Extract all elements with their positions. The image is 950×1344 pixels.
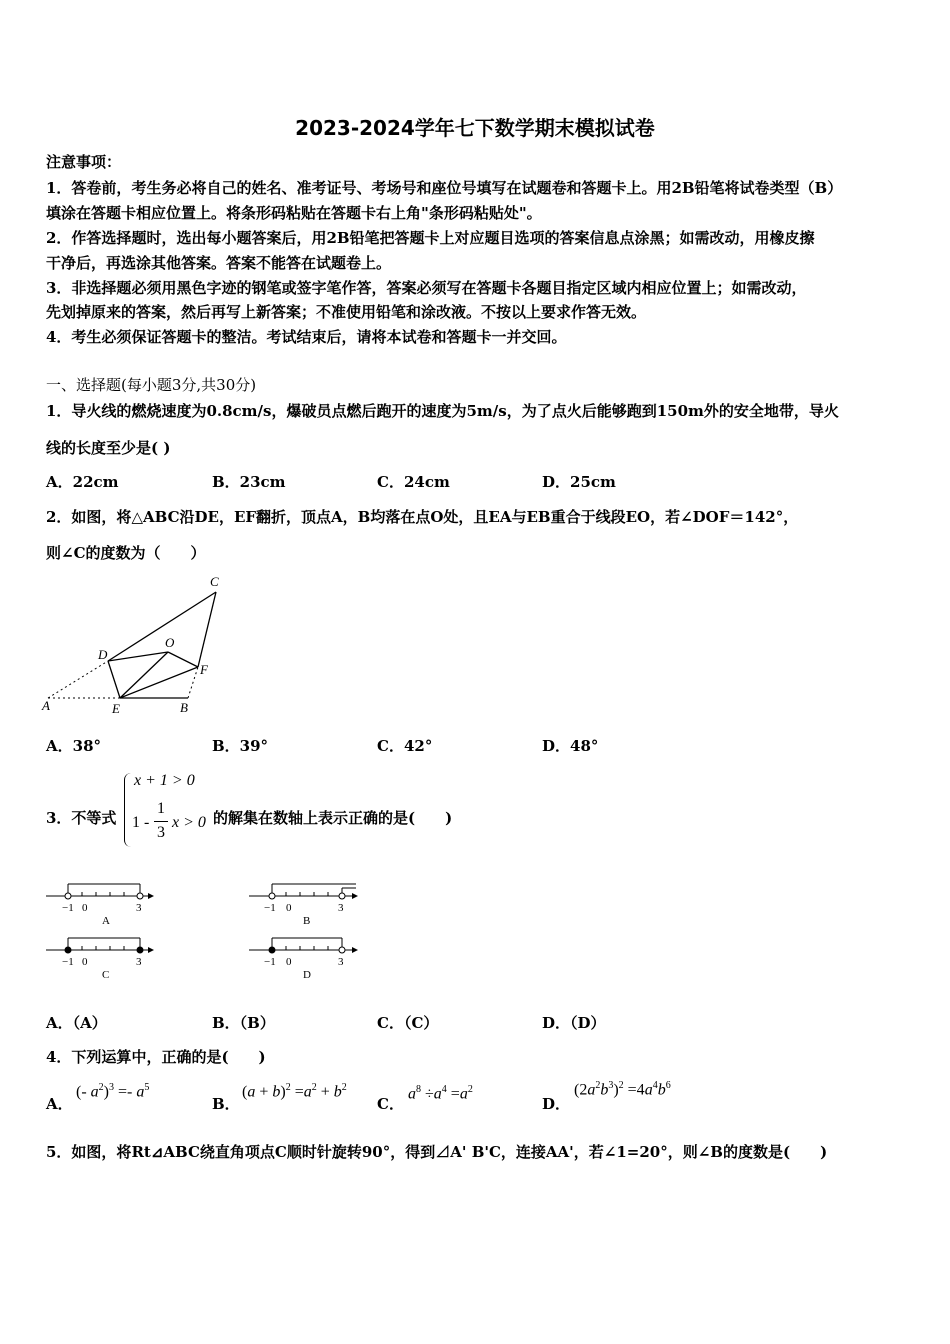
option-b: B．39°: [212, 737, 269, 755]
notice-line: 4．考生必须保证答题卡的整洁。考试结束后，请将本试卷和答题卡一并交回。: [46, 328, 567, 346]
option-a: A．22cm: [46, 473, 119, 491]
tick-label: 3: [338, 956, 344, 968]
number-line-a: [46, 884, 154, 927]
number-line-options: [44, 874, 364, 986]
option-b: B．23cm: [212, 473, 286, 491]
tick-label: 3: [136, 902, 142, 914]
question-2-line: 2．如图，将△ABC沿DE，EF翻折，顶点A，B均落在点O处，且EA与EB重合于线段EO，若∠DOF＝142°，: [46, 508, 799, 526]
question-3-suffix: 的解集在数轴上表示正确的是( ): [213, 809, 453, 827]
point-c-label: C: [210, 574, 219, 589]
point-a-label: A: [42, 698, 50, 713]
tick-label: 0: [82, 956, 88, 968]
question-1-line: 1．导火线的燃烧速度为0.8cm/s，爆破员点燃后跑开的速度为5m/s，为了点火后能够跑到150m外的安全地带，导火: [46, 402, 839, 420]
notice-line: 干净后，再选涂其他答案。答案不能答在试题卷上。: [46, 254, 392, 272]
tick-label: −1: [62, 902, 74, 914]
question-2-line: 则∠C的度数为（ ）: [46, 544, 206, 562]
option-d: D．48°: [542, 737, 599, 755]
inequality-2-left: 1 -: [132, 814, 150, 831]
fraction-denominator: 3: [157, 824, 165, 841]
tick-label: 3: [136, 956, 142, 968]
tick-label: −1: [264, 902, 276, 914]
question-3-prefix: 3．不等式: [46, 809, 117, 827]
question-5-stem: 5．如图，将Rt⊿ABC绕直角项点C顺时针旋转90°，得到⊿A' B'C，连接AA'，若∠1=20°，则∠B的度数是( ): [46, 1143, 828, 1161]
page-title: 2023-2024学年七下数学期末模拟试卷: [295, 116, 655, 140]
fraction-numerator: 1: [157, 800, 165, 817]
point-f-label: F: [200, 662, 208, 677]
inequality-2-right: x > 0: [172, 814, 206, 831]
fraction-bar: [154, 821, 168, 822]
option-d: D．25cm: [542, 473, 616, 491]
option-b-formula: $(a + b)^2 =a^2 + b^2$: [242, 1082, 347, 1101]
option-a-formula: (- $a^2)^3 =- a^5$: [76, 1082, 150, 1101]
number-line-b: [249, 884, 358, 927]
inequality-1: x + 1 > 0: [134, 772, 195, 789]
triangle-fold-figure: [40, 570, 230, 718]
option-b: B．（B）: [212, 1014, 275, 1032]
notice-line: 先划掉原来的答案，然后再写上新答案；不准使用铅笔和涂改液。不按以上要求作答无效。: [46, 303, 647, 321]
point-e-label: E: [112, 701, 120, 716]
point-o-label: O: [165, 635, 175, 650]
tick-label: 3: [338, 902, 344, 914]
option-c: C．42°: [377, 737, 433, 755]
section-heading: 一、选择题(每小题3分,共30分): [46, 376, 257, 394]
option-a: A．（A）: [46, 1014, 107, 1032]
option-c-label: C．: [377, 1095, 404, 1113]
line-label: C: [102, 969, 110, 981]
notice-line: 2．作答选择题时，选出每小题答案后，用2B铅笔把答题卡上对应题目选项的答案信息点涂黑；如需改动，用橡皮擦: [46, 229, 815, 247]
notice-line: 3．非选择题必须用黑色字迹的钢笔或签字笔作答，答案必须写在答题卡各题目指定区域内相应位置上；如需改动，: [46, 279, 807, 297]
option-a: A．38°: [46, 737, 102, 755]
option-b-label: B．: [212, 1095, 240, 1113]
number-line-c: [46, 938, 154, 981]
question-1-line: 线的长度至少是( ): [46, 439, 171, 457]
option-d-label: D．: [542, 1095, 571, 1113]
tick-label: 0: [286, 956, 292, 968]
system-brace: [124, 773, 131, 847]
notice-line: 1．答卷前，考生务必将自己的姓名、准考证号、考场号和座位号填写在试题卷和答题卡上。用2B铅笔将试卷类型（B）: [46, 179, 843, 197]
option-c-formula: $a^8 \div a^4 =a^2$: [408, 1084, 473, 1103]
notice-line: 填涂在答题卡相应位置上。将条形码粘贴在答题卡右上角"条形码粘贴处"。: [46, 204, 542, 222]
option-c: C．24cm: [377, 473, 450, 491]
line-label: D: [303, 969, 311, 981]
tick-label: 0: [286, 902, 292, 914]
option-a-label: A．: [46, 1095, 73, 1113]
line-label: B: [303, 915, 311, 927]
tick-label: −1: [62, 956, 74, 968]
notice-heading: 注意事项：: [46, 153, 122, 171]
option-d-formula: $(2a^2b^3)^2 =4a^4b^6$: [574, 1080, 671, 1099]
line-label: A: [102, 915, 110, 927]
point-d-label: D: [98, 647, 108, 662]
point-b-label: B: [180, 700, 188, 715]
option-c: C．（C）: [377, 1014, 439, 1032]
tick-label: 0: [82, 902, 88, 914]
option-d: D．（D）: [542, 1014, 606, 1032]
tick-label: −1: [264, 956, 276, 968]
number-line-d: [249, 938, 358, 981]
question-4-stem: 4．下列运算中，正确的是( ): [46, 1048, 266, 1066]
